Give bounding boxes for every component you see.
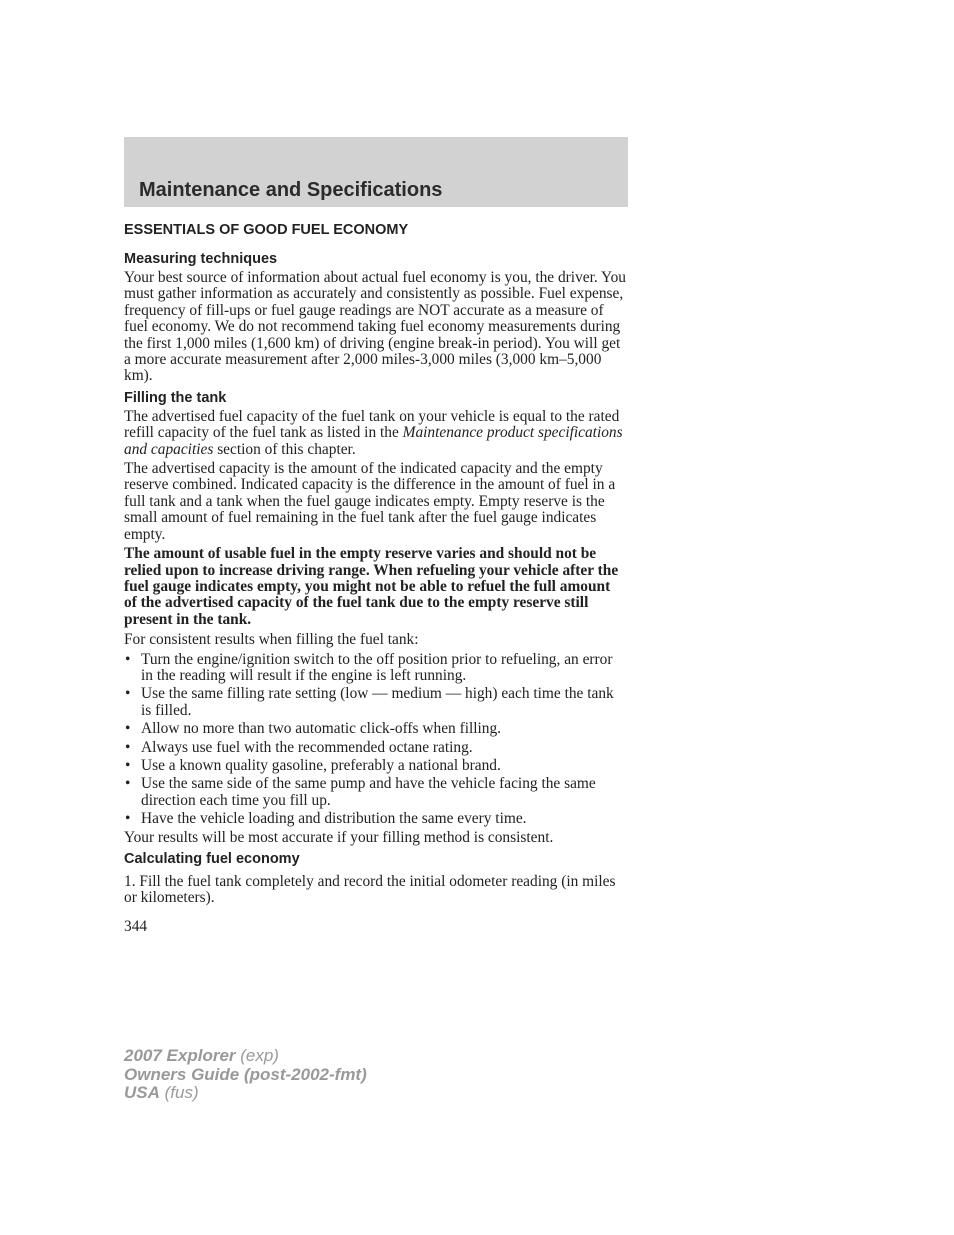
footer-line-2 — [124, 1066, 367, 1085]
filling-closing: Your results will be most accurate if your filling method is consistent. — [124, 828, 554, 846]
calculating-heading: Calculating fuel economy — [124, 851, 300, 867]
filling-tips-list — [124, 652, 626, 828]
measuring-paragraph: Your best source of information about actual fuel economy is you, the driver. You must gather information as accurately and consistently as possible. Fuel expense, frequency of fill-ups or fuel gauge readings are NOT accurate as a measure of fuel economy. We do not recommend taking fuel economy measurements during the first 1,000 miles (1,600 km) of driving (engine break-in period). You will get a more accurate measurement after 2,000 miles-3,000 miles (3,000 km–5,000 km). — [124, 269, 626, 385]
calculating-step-1: 1. Fill the fuel tank completely and record the initial odometer reading (in miles or kilometers). — [124, 873, 616, 907]
list-item-text: Use a known quality gasoline, preferably a national brand. — [141, 756, 501, 774]
empty-reserve-warning: The amount of usable fuel in the empty reserve varies and should not be relied upon to increase driving range. When refueling your vehicle after the fuel gauge indicates empty, you might not be able to refuel the full amount of the advertised capacity of the fuel tank due to the empty reserve still present in the tank. — [124, 545, 619, 628]
footer-guide: Owners Guide (post-2002-fmt) — [124, 1064, 367, 1084]
bullet-icon: • — [125, 756, 131, 774]
list-item-text: Use the same filling rate setting (low — medium — high) each time the tank is filled. — [141, 685, 614, 719]
filling-p1-end: section of this chapter. — [213, 440, 356, 458]
bullet-icon: • — [125, 685, 131, 703]
list-item-text: Turn the engine/ignition switch to the off position prior to refueling, an error in the reading will result if the engine is left running. — [141, 650, 613, 684]
list-item — [124, 721, 626, 737]
filling-paragraph-2: The advertised capacity is the amount of the indicated capacity and the empty reserve combined. Indicated capacity is the difference in the amount of fuel in a full tank and a tank when the fuel gauge indicates empty. Empty reserve is the small amount of fuel remaining in the fuel tank after the fuel gauge indicates empty. — [124, 460, 616, 543]
chapter-title: Maintenance and Specifications — [139, 179, 443, 201]
page-content — [124, 221, 626, 935]
document-footer — [124, 1047, 367, 1103]
bullet-icon: • — [125, 810, 131, 828]
list-item — [124, 776, 626, 809]
list-item-text: Allow no more than two automatic click-offs when filling. — [141, 720, 502, 738]
list-item — [124, 740, 626, 756]
bullet-icon: • — [125, 775, 131, 793]
bullet-icon: • — [125, 720, 131, 738]
footer-model-code: (exp) — [235, 1046, 279, 1065]
filling-p1-start: The advertised fuel capacity of the fuel tank on your vehicle is equal to the rated refill capacity of the fuel tank as listed in the — [124, 407, 620, 442]
list-item — [124, 686, 626, 719]
filling-heading: Filling the tank — [124, 389, 227, 406]
list-item-text: Have the vehicle loading and distribution the same every time. — [141, 810, 527, 828]
page-number: 344 — [124, 917, 148, 935]
bullet-icon: • — [125, 738, 131, 756]
filling-intro: For consistent results when filling the fuel tank: — [124, 631, 419, 649]
section-title: ESSENTIALS OF GOOD FUEL ECONOMY — [124, 222, 409, 238]
footer-market: USA — [124, 1083, 160, 1102]
footer-line-3 — [124, 1084, 367, 1103]
filling-paragraph-1 — [124, 409, 626, 458]
list-item-text: Use the same side of the same pump and have the vehicle facing the same direction each time you fill up. — [141, 775, 596, 809]
bullet-icon: • — [125, 650, 131, 668]
footer-model: 2007 Explorer — [124, 1046, 236, 1065]
filling-p1-reference: Maintenance product specifications and capacities — [124, 424, 623, 458]
measuring-heading: Measuring techniques — [124, 251, 278, 267]
list-item-text: Always use fuel with the recommended octane rating. — [141, 738, 473, 756]
footer-line-1 — [124, 1047, 367, 1066]
list-item — [124, 811, 626, 827]
footer-market-code: (fus) — [159, 1083, 199, 1102]
list-item — [124, 652, 626, 685]
chapter-header-band — [124, 137, 628, 207]
list-item — [124, 758, 626, 774]
